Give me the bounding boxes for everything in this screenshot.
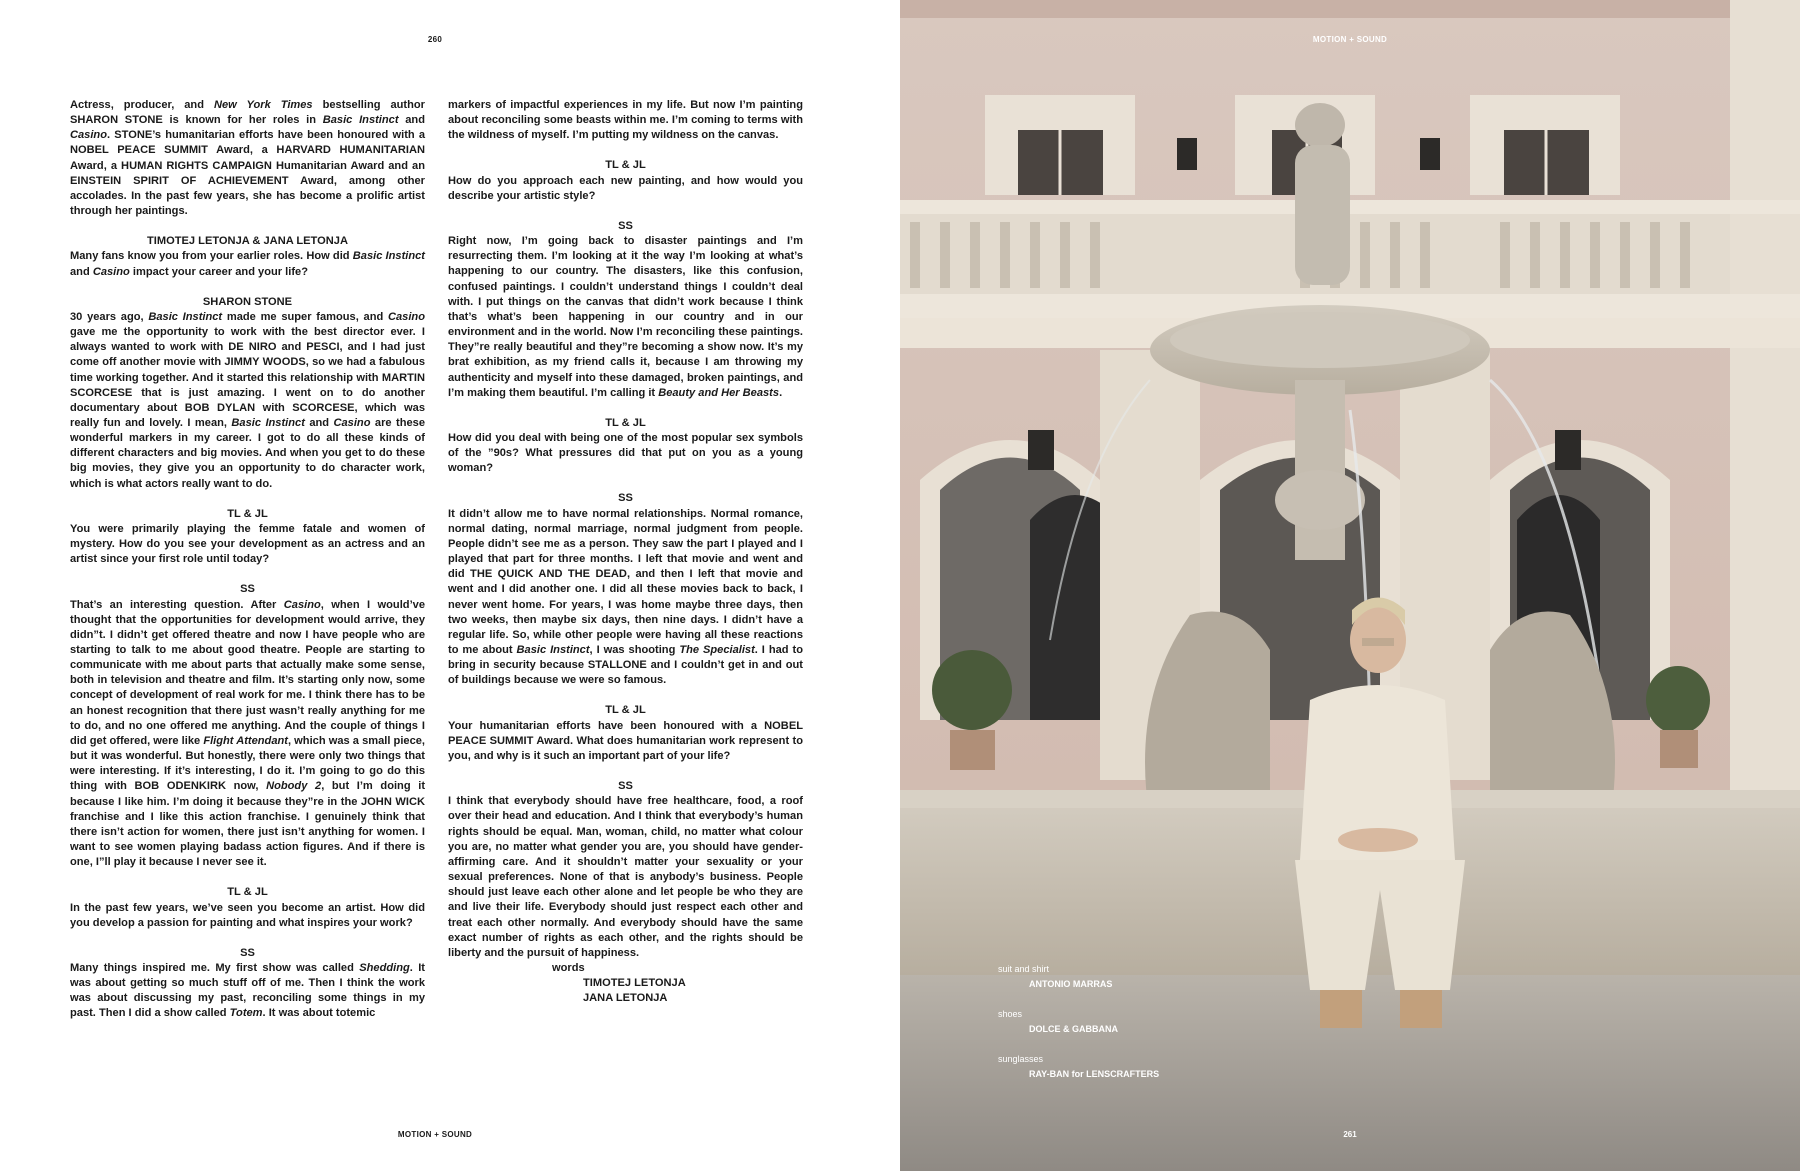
speaker-label: TL & JL	[227, 507, 268, 520]
author-name: TIMOTEJ LETONJA	[583, 977, 686, 990]
credit-brand: DOLCE & GABBANA	[1029, 1024, 1118, 1034]
question-1: Many fans know you from your earlier roles. How did Basic Instinct and Casino impact your career and your life?	[70, 250, 426, 278]
answer-6: I think that everybody should have free healthcare, food, a roof over their head and education. And I think that everybody’s human rights should be equal. Man, woman, child, no matter what colour you are, no matter what gender you are, you should have gender-affirming care. And it shouldn’t matter your sexuality or your sexual preferences. None of that is anybody’s business. People should just leave each other alone and let people be who they are and live their life. Everybody should just respect each other and treat each other normally. And everybody should have the same exact number of rights as each other, and the rights should be liberty and the pursuit of happiness.	[448, 795, 803, 959]
question-4: How do you approach each new painting, and how would you describe your artistic style?	[448, 174, 803, 202]
credit-role: sunglasses	[998, 1054, 1044, 1064]
question-6: Your humanitarian efforts have been honoured with a NOBEL PEACE SUMMIT Award. What does humanitarian work represent to you, and why is it such an important part of your life?	[448, 719, 803, 762]
answer-5: It didn’t allow me to have normal relationships. Normal romance, normal dating, normal marriage, normal judgment from people. People didn’t see me as a person. They saw the part I played and I played that part for three months. I left that movie and went and did THE QUICK AND THE DEAD, and then I left that movie and went and I did another one. I did all these movies back to back, I never went home. For years, I was home maybe three days, then two weeks, then maybe six days, then nine days. I didn’t have a regular life. So, while other people were having all these reactions to me about Basic Instinct, I was shooting The Specialist. I had to bring in security because STALLONE and I couldn’t get in and out of buildings because we were so famous.	[448, 507, 803, 687]
fashion-credits	[998, 962, 1159, 1097]
question-5: How did you deal with being one of the most popular sex symbols of the ”90s? What pressures did that put on you as a young woman?	[448, 431, 803, 475]
footer-left: MOTION + SOUND	[397, 1130, 473, 1139]
speaker-label: SS	[240, 946, 255, 959]
page-number-left: 260	[427, 35, 443, 44]
speaker-label: TL & JL	[227, 886, 268, 899]
words-label: words	[552, 961, 585, 974]
speaker-label: SS	[618, 492, 633, 505]
credit-role: suit and shirt	[998, 964, 1050, 974]
text-column-2	[448, 98, 803, 1006]
text-column-1	[70, 98, 425, 1022]
question-2: You were primarily playing the femme fatale and women of mystery. How do you see your development as an actress and an artist since your first role until today?	[70, 522, 425, 566]
speaker-label: SS	[618, 219, 633, 232]
speaker-label: TIMOTEJ LETONJA & JANA LETONJA	[147, 235, 348, 248]
answer-3-part-2: markers of impactful experiences in my life. But now I’m painting about reconciling some beasts within me. I’m coming to terms with the wildness of myself. I’m putting my wildness on the canvas.	[448, 99, 803, 142]
credit-item	[998, 1007, 1159, 1037]
credit-item	[998, 962, 1159, 992]
right-page	[900, 0, 1800, 1171]
question-3: In the past few years, we’ve seen you become an artist. How did you develop a passion for painting and what inspires your work?	[70, 901, 425, 929]
speaker-label: SS	[240, 583, 255, 596]
intro-paragraph: Actress, producer, and New York Times bestselling author SHARON STONE is known for her roles in Basic Instinct and Casino. STONE’s humanitarian efforts have been honoured with a NOBEL PEACE SUMMIT Award, a HARVARD HUMANITARIAN Award, a HUMAN RIGHTS CAMPAIGN Humanitarian Award and an EINSTEIN SPIRIT OF ACHIEVEMENT Award, among other accolades. In the past few years, she has become a prolific artist through her paintings.	[70, 99, 425, 218]
author-name: JANA LETONJA	[583, 992, 668, 1005]
page-number-right: 261	[1343, 1130, 1357, 1139]
credit-brand: RAY-BAN for LENSCRAFTERS	[1029, 1069, 1160, 1079]
credit-role: shoes	[998, 1009, 1023, 1019]
answer-4: Right now, I’m going back to disaster paintings and I’m resurrecting them. I’m looking at it the way I’m looking at what’s happening to our country. The disasters, like this confusion, confused paintings. I couldn’t understand things I couldn’t deal with. I put things on the canvas that didn’t work because I think that’s what’s been happening in our country and in our environment and in the world. Now I’m reconciling these paintings. They”re really beautiful and they”re becoming a show now. It’s my brat exhibition, as my friend calls it, because I am throwing my authenticity and myself into these damaged, broken paintings, and I’m making them beautiful. I’m calling it Beauty and Her Beasts.	[448, 235, 803, 399]
credit-item	[998, 1052, 1159, 1082]
speaker-label: TL & JL	[605, 416, 646, 429]
speaker-label: TL & JL	[605, 704, 646, 717]
speaker-label: TL & JL	[605, 159, 646, 172]
header-right: MOTION + SOUND	[1312, 35, 1388, 44]
answer-3-part-1: Many things inspired me. My first show was called Shedding. It was about getting so much stuff off of me. Then I think the work was about discussing my past, reconciling some things in my past. Then I did a show called Totem. It was about totemic	[70, 961, 425, 1020]
answer-2: That’s an interesting question. After Casino, when I would’ve thought that the opportunities for development would arrive, they didn”t. I didn’t get offered theatre and now I have people who are starting to talk to me about good theatre. People are starting to communicate with me about parts that actually make some sense, both in television and theatre and film. It’s starting only now, some concept of development of real work for me. I think there has to be an honest recognition that there just wasn’t really anything for me to do, and no one offered me anything. And the couple of things I did get offered, were like Flight Attendant, which was a small piece, but it was wonderful. But honestly, there were only two things that were interesting. If it’s interesting, I do it. I’m going to go do this thing with BOB ODENKIRK now, Nobody 2, but I’m doing it because I like him. I’m doing it because they”re in the JOHN WICK franchise and I like this action franchise. I genuinely think that there isn’t action for women, there just isn’t anything for women. I want to see women playing badass action figures. And if there is one, I”ll play it because I never see it.	[70, 598, 426, 869]
answer-1: 30 years ago, Basic Instinct made me super famous, and Casino gave me the opportunity to work with the best director ever. I always wanted to work with DE NIRO and PESCI, and I had just come off another movie with JIMMY WOODS, so we had a fabulous time working together. And it started this relationship with MARTIN SCORCESE that is just amazing. I went on to do another documentary about BOB DYLAN with SCORCESE, which was really fun and lovely. I mean, Basic Instinct and Casino are these wonderful markers in my career. I got to do all these kinds of different characters and big movies. And when you get to do these big movies, they give you an opportunity to do character work, which is what actors really want to do.	[70, 310, 425, 490]
credit-brand: ANTONIO MARRAS	[1029, 979, 1113, 989]
speaker-label: SHARON STONE	[202, 295, 293, 308]
speaker-label: SS	[618, 780, 633, 793]
